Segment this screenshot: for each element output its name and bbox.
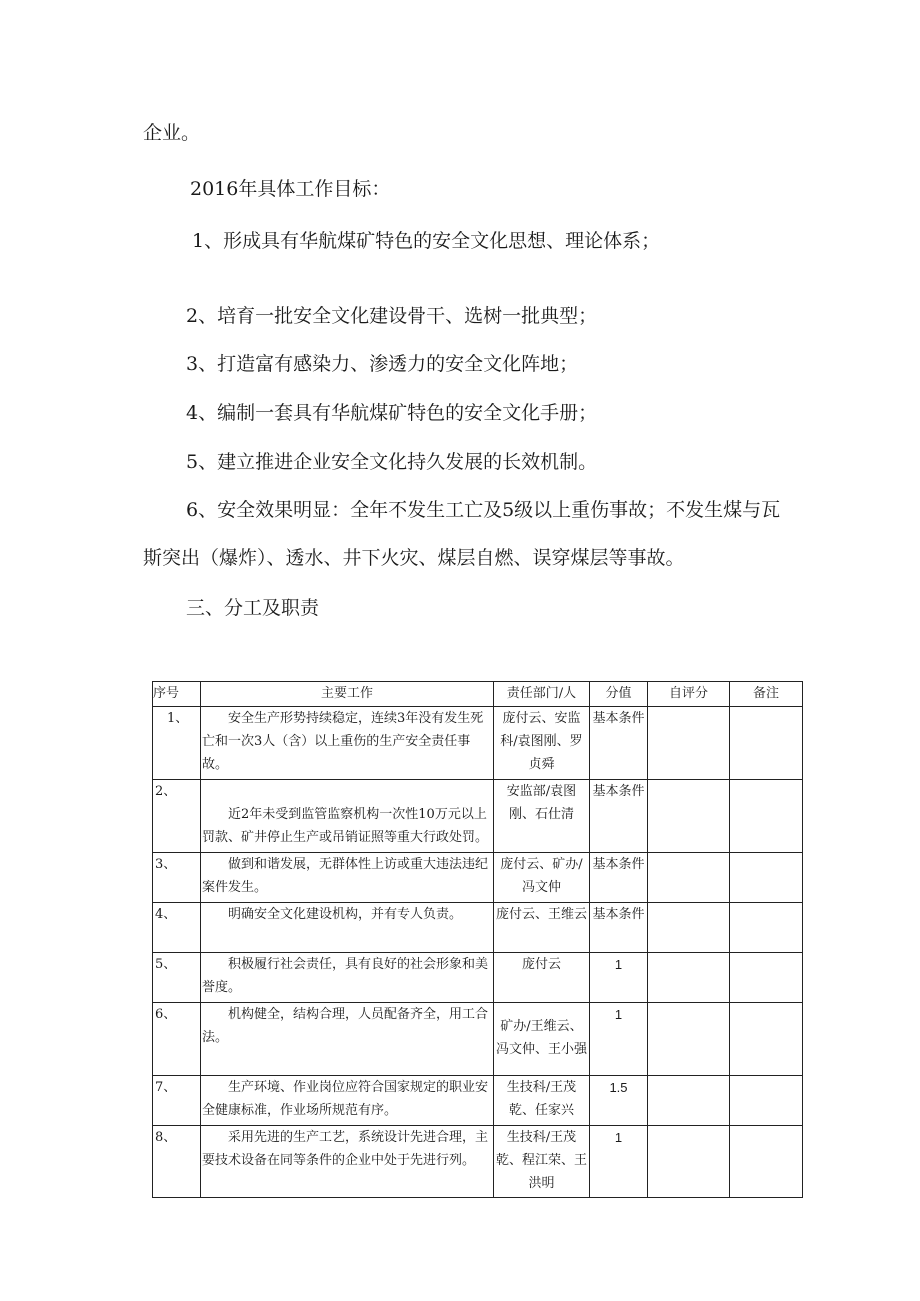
cell-score: 1 — [590, 1003, 648, 1076]
cell-self-score — [648, 903, 730, 953]
cell-score: 1.5 — [590, 1076, 648, 1126]
cell-seq: 4、 — [153, 903, 201, 953]
goal-item-2: 2、培育一批安全文化建设骨干、选树一批典型； — [186, 305, 598, 327]
cell-work: 积极履行社会责任，具有良好的社会形象和美誉度。 — [201, 953, 494, 1003]
cell-seq: 1、 — [153, 707, 201, 780]
table-header-row — [153, 682, 803, 707]
cell-score: 基本条件 — [590, 780, 648, 853]
cell-note — [730, 953, 803, 1003]
cell-self-score — [648, 853, 730, 903]
goal-item-6-line-1: 6、安全效果明显：全年不发生工亡及5级以上重伤事故；不发生煤与瓦 — [186, 499, 781, 521]
cell-dept: 庞付云、安监科/袁图刚、罗贞舜 — [494, 707, 590, 780]
table-row — [153, 903, 803, 953]
cell-self-score — [648, 707, 730, 780]
table-row — [153, 780, 803, 853]
cell-dept: 庞付云、矿办/冯文仲 — [494, 853, 590, 903]
cell-work: 机构健全，结构合理，人员配备齐全，用工合法。 — [201, 1003, 494, 1076]
cell-dept: 矿办/王维云、冯文仲、王小强 — [494, 1003, 590, 1076]
table-row — [153, 707, 803, 780]
header-self-score: 自评分 — [648, 682, 730, 707]
paragraph-goals-heading: 2016年具体工作目标： — [190, 178, 391, 200]
cell-self-score — [648, 1003, 730, 1076]
header-score: 分值 — [590, 682, 648, 707]
cell-self-score — [648, 953, 730, 1003]
cell-self-score — [648, 780, 730, 853]
header-dept: 责任部门/人 — [494, 682, 590, 707]
cell-seq: 2、 — [153, 780, 201, 853]
goal-item-6-line-2: 斯突出（爆炸）、透水、井下火灾、煤层自燃、误穿煤层等事故。 — [143, 547, 685, 569]
table-row — [153, 1126, 803, 1198]
goal-item-3: 3、打造富有感染力、渗透力的安全文化阵地； — [186, 353, 579, 375]
cell-note — [730, 707, 803, 780]
cell-note — [730, 780, 803, 853]
cell-score: 基本条件 — [590, 707, 648, 780]
cell-work: 安全生产形势持续稳定，连续3年没有发生死亡和一次3人（含）以上重伤的生产安全责任事故。 — [201, 707, 494, 780]
cell-note — [730, 1126, 803, 1198]
goal-item-5: 5、建立推进企业安全文化持久发展的长效机制。 — [186, 451, 598, 473]
table-row — [153, 1003, 803, 1076]
header-work: 主要工作 — [201, 682, 494, 707]
header-note: 备注 — [730, 682, 803, 707]
cell-note — [730, 1076, 803, 1126]
cell-dept: 安监部/袁图刚、石仕清 — [494, 780, 590, 853]
cell-self-score — [648, 1076, 730, 1126]
cell-score: 1 — [590, 953, 648, 1003]
cell-note — [730, 853, 803, 903]
cell-work: 明确安全文化建设机构，并有专人负责。 — [201, 903, 494, 953]
table-row — [153, 953, 803, 1003]
cell-score: 1 — [590, 1126, 648, 1198]
goal-item-4: 4、编制一套具有华航煤矿特色的安全文化手册； — [186, 402, 598, 424]
paragraph-continuation: 企业。 — [143, 122, 201, 144]
cell-seq: 5、 — [153, 953, 201, 1003]
cell-note — [730, 1003, 803, 1076]
table-row — [153, 1076, 803, 1126]
goal-item-1: 1、形成具有华航煤矿特色的安全文化思想、理论体系； — [192, 230, 661, 252]
cell-seq: 8、 — [153, 1126, 201, 1198]
cell-dept: 生技科/王茂乾、任家兴 — [494, 1076, 590, 1126]
header-seq: 序号 — [153, 682, 201, 707]
cell-note — [730, 903, 803, 953]
table-row — [153, 853, 803, 903]
cell-work: 近2年未受到监管监察机构一次性10万元以上罚款、矿井停止生产或吊销证照等重大行政处罚。 — [201, 780, 494, 853]
cell-dept: 庞付云、王维云 — [494, 903, 590, 953]
cell-dept: 生技科/王茂乾、程江荣、王洪明 — [494, 1126, 590, 1198]
cell-score: 基本条件 — [590, 903, 648, 953]
cell-work: 采用先进的生产工艺，系统设计先进合理，主要技术设备在同等条件的企业中处于先进行列。 — [201, 1126, 494, 1198]
responsibility-table — [152, 681, 803, 1198]
cell-seq: 6、 — [153, 1003, 201, 1076]
cell-seq: 7、 — [153, 1076, 201, 1126]
cell-work: 做到和谐发展，无群体性上访或重大违法违纪案件发生。 — [201, 853, 494, 903]
cell-seq: 3、 — [153, 853, 201, 903]
section-heading-division: 三、分工及职责 — [186, 597, 320, 619]
cell-work: 生产环境、作业岗位应符合国家规定的职业安全健康标准，作业场所规范有序。 — [201, 1076, 494, 1126]
cell-dept: 庞付云 — [494, 953, 590, 1003]
cell-score: 基本条件 — [590, 853, 648, 903]
cell-self-score — [648, 1126, 730, 1198]
